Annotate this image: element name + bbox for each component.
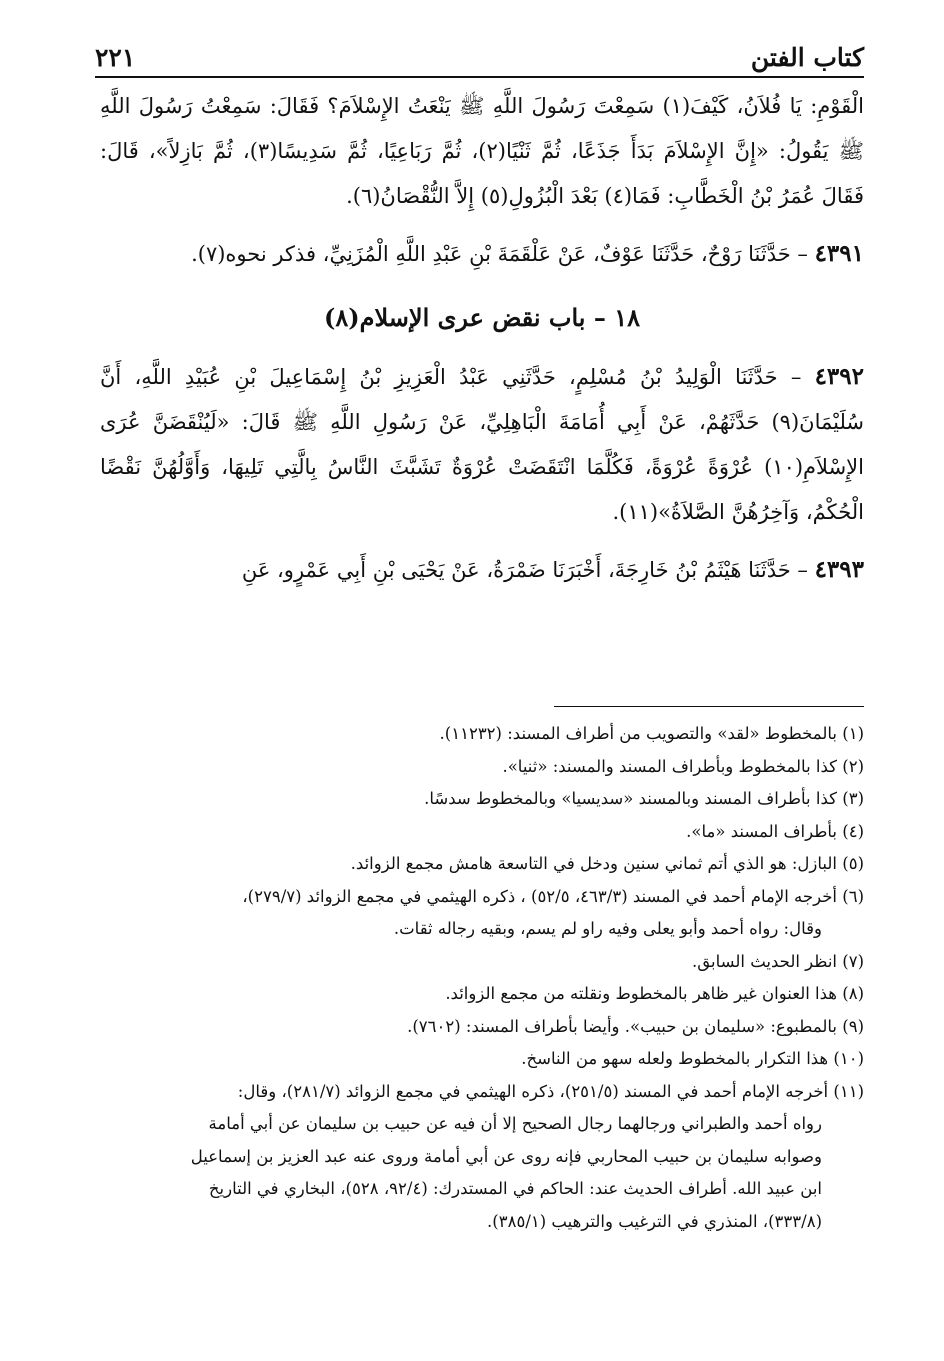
main-text xyxy=(100,84,864,605)
footnote-3: (٣) كذا بأطراف المسند وبالمسند «سديسيا» وبالمخطوط سدسًا. xyxy=(424,789,864,808)
book-title: كتاب الفتن xyxy=(750,43,864,72)
footnote-9: (٩) بالمطبوع: «سليمان بن حبيب». وأيضا بأطراف المسند: (٧٦٠٢). xyxy=(407,1016,864,1036)
hadith-number: ٤٣٩٣ xyxy=(814,556,864,583)
footnote-11: (١١) أخرجه الإمام أحمد في المسند (٢٥١/٥)، ذكره الهيثمي في مجمع الزوائد (٢٨١/٧)، وقال: xyxy=(237,1081,864,1101)
footnote-2: (٢) كذا بالمخطوط وبأطراف المسند والمسند: «ثنيا». xyxy=(502,756,864,776)
footnote-10: (١٠) هذا التكرار بالمخطوط ولعله سهو من الناسخ. xyxy=(521,1049,864,1068)
hadith-4391 xyxy=(100,231,864,277)
footnote-divider xyxy=(554,706,864,707)
hadith-text: – حَدَّثَنَا هَيْثَمُ بْنُ خَارِجَةَ، أَخْبَرَنَا ضَمْرَةُ، عَنْ يَحْيَى بْنِ أَبِي عَمْرٍو، عَنِ xyxy=(241,558,815,582)
page-number: ٢٢١ xyxy=(95,43,136,72)
hadith-number: ٤٣٩٢ xyxy=(814,363,864,390)
hadith-number: ٤٣٩١ xyxy=(814,240,864,267)
footnote-11-continuation: ابن عبيد الله. أطراف الحديث عند: الحاكم في المستدرك: (٩٢/٤، ٥٢٨)، البخاري في التاريخ xyxy=(208,1179,822,1198)
footnote-8: (٨) هذا العنوان غير ظاهر بالمخطوط ونقلته من مجمع الزوائد. xyxy=(445,984,864,1003)
footnote-6-continuation: وقال: رواه أحمد وأبو يعلى وفيه راو لم يسم، وبقيه رجاله ثقات. xyxy=(393,919,822,938)
footnote-7: (٧) انظر الحديث السابق. xyxy=(692,951,864,971)
footnote-4: (٤) بأطراف المسند «ما». xyxy=(686,821,864,841)
hadith-4393 xyxy=(100,547,864,593)
header-rule xyxy=(95,76,864,78)
footnote-11-continuation: رواه أحمد والطبراني ورجالهما رجال الصحيح إلا أن فيه عن حبيب بن سليمان عن أبي أمامة xyxy=(208,1114,822,1133)
footnote-1: (١) بالمخطوط «لقد» والتصويب من أطراف المسند: (١١٢٣٢). xyxy=(439,724,864,743)
footnote-11-continuation: (٣٣٣/٨)، المنذري في الترغيب والترهيب (٣٨٥/١). xyxy=(487,1211,822,1231)
hadith-4392 xyxy=(100,354,864,535)
hadith-text: – حَدَّثَنَا الْوَلِيدُ بْنُ مُسْلِمٍ، حَدَّثَنِي عَبْدُ الْعَزِيزِ بْنُ إِسْمَاعِيلَ بْنِ عُبَيْدِ اللَّهِ، أَنَّ سُلَيْمَانَ(٩) حَدَّثَهُمْ، عَنْ أَبِي أُمَامَةَ الْبَاهِلِيِّ، عَنْ رَسُولِ اللَّهِ ﷺ قَالَ: «لَيُنْقَضَنَّ عُرَى الإِسْلاَمِ(١٠) عُرْوَةً عُرْوَةً، فَكُلَّمَا انْتَقَضَتْ عُرْوَةٌ تَشَبَّثَ النَّاسُ بِالَّتِي تَلِيهَا، وَأَوَّلُهُنَّ نَقْضًا الْحُكْمُ، وَآخِرُهُنَّ الصَّلاَةُ»(١١). xyxy=(100,365,864,524)
footnotes xyxy=(100,718,864,1238)
chapter-title: ١٨ – باب نقض عرى الإسلام(٨) xyxy=(324,303,640,332)
footnote-11-continuation: وصوابه سليمان بن حبيب المحاربي فإنه روى عن أبي أمامة وروى عنه عبد العزيز بن إسماعيل xyxy=(190,1146,822,1166)
footnote-5: (٥) البازل: هو الذي أتم ثماني سنين ودخل في التاسعة هامش مجمع الزوائد. xyxy=(350,854,864,873)
running-header xyxy=(95,30,864,72)
paragraph-continuation: الْقَوْمِ: يَا فُلاَنُ، كَيْفَ(١) سَمِعْتَ رَسُولَ اللَّهِ ﷺ يَنْعَتُ الإِسْلاَمَ؟ فَقَالَ: سَمِعْتُ رَسُولَ اللَّهِ ﷺ يَقُولُ: «إِنَّ الإِسْلاَمَ بَدَأَ جَذَعًا، ثُمَّ ثَنْيًا(٢)، ثُمَّ رَبَاعِيًا، ثُمَّ سَدِيسًا(٣)، ثُمَّ بَازِلاً»، قَالَ: فَقَالَ عُمَرُ بْنُ الْخَطَّابِ: فَمَا(٤) بَعْدَ الْبُزُولِ(٥) إِلاَّ النُّقْصَانُ(٦). xyxy=(100,94,865,208)
hadith-text: – حَدَّثَنَا رَوْحٌ، حَدَّثَنَا عَوْفٌ، عَنْ عَلْقَمَةَ بْنِ عَبْدِ اللَّهِ الْمُزَنِيِّ، فذكر نحوه(٧). xyxy=(191,242,815,266)
footnote-6: (٦) أخرجه الإمام أحمد في المسند (٤٦٣/٣، ٥٢/٥) ، ذكره الهيثمي في مجمع الزوائد (٢٧٩/٧)، xyxy=(242,886,864,906)
